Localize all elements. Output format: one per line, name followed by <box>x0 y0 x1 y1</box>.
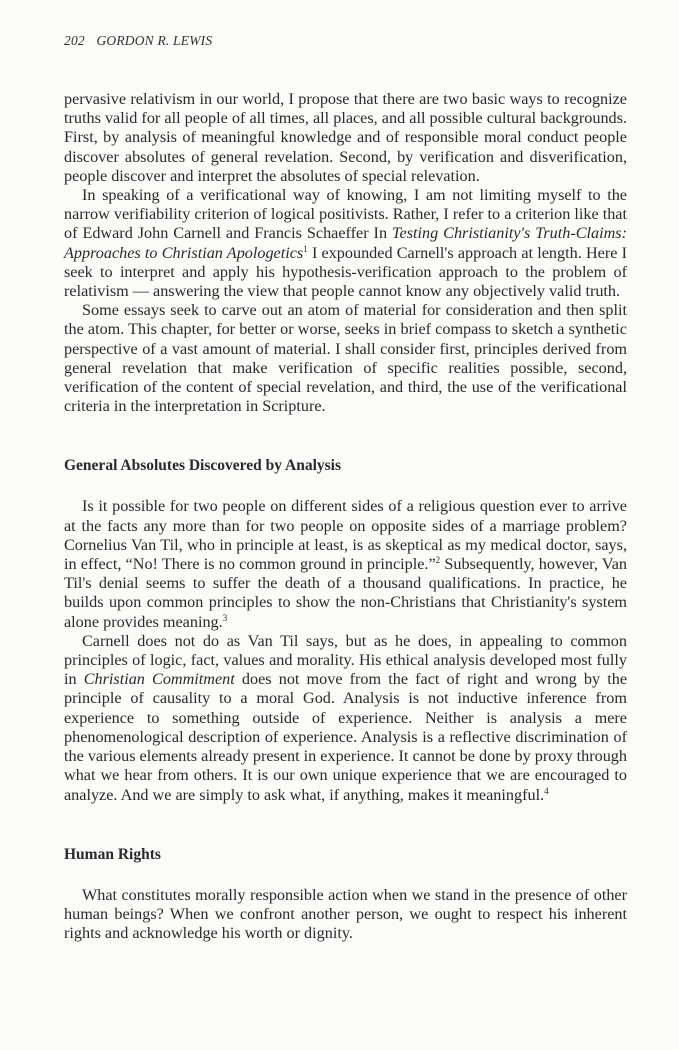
footnote-ref: 2 <box>435 555 441 566</box>
section-heading-human-rights: Human Rights <box>64 845 161 863</box>
running-head <box>64 33 212 49</box>
paragraph-text: In speaking of a verificational way of knowing, I am not limiting myself to the narrow verifiability criterion of logical positivists. Rather, I refer to a criterion like that of Edward John Carnell and Francis Schaeffer In <box>64 186 627 243</box>
paragraph-text: Is it possible for two people on different sides of a religious question ever to arrive at the facts any more than for two people on opposite sides of a marriage problem? Cornelius Van Til, who in principle at least, is as skeptical as my medical doctor, says, in effect, “No! There is no common ground in principle.” <box>64 497 627 574</box>
paragraph-text: I expounded Carnell's approach at length. Here I seek to interpret and apply his hypothesis-verification approach to the problem of relativism — answering the view that people cannot know any objectively valid truth. <box>64 243 627 301</box>
page-number: 202 <box>64 33 85 48</box>
book-title: Testing Christianity's Truth-Claims: Approaches to Christian Apologetics <box>64 224 627 262</box>
paragraph-section1-1 <box>64 497 627 631</box>
author-name: GORDON R. LEWIS <box>96 33 213 48</box>
section-heading-general-absolutes: General Absolutes Discovered by Analysis <box>64 457 342 475</box>
paragraph-text: Carnell does not do as Van Til says, but as he does, in appealing to common principles of logic, fact, values and morality. His ethical analysis developed most fully in <box>64 631 627 689</box>
footnote-ref: 4 <box>544 785 549 796</box>
body-text <box>64 90 627 943</box>
book-title: Christian Commitment <box>83 670 235 689</box>
paragraph-intro-2 <box>64 186 627 301</box>
paragraph-section2-1: What constitutes morally responsible action when we stand in the presence of other human beings? When we confront another person, we ought to respect his inherent rights and acknowledge his worth or dignity. <box>64 885 627 943</box>
footnote-ref: 3 <box>222 612 228 623</box>
paragraph-text: Subsequently, however, Van Til's denial seems to suffer the death of a thousand qualifications. In practice, he builds upon common principles to show the non-Christians that Christianity's system alone provides meaning. <box>64 555 627 631</box>
paragraph-intro-3: Some essays seek to carve out an atom of material for consideration and then split the atom. This chapter, for better or worse, seeks in brief compass to sketch a synthetic perspective of a vast amount of material. I shall consider first, principles derived from general revelation that make verification of specific realities possible, second, verification of the content of special revelation, and third, the use of the verificational criteria in the interpretation in Scripture. <box>64 301 627 416</box>
footnote-ref: 1 <box>303 243 308 254</box>
paragraph-text: does not move from the fact of right and wrong by the principle of causality to a moral God. Analysis is not inductive inference from experience to something outside of experience. Neither is analysis a mere phenomenological description of experience. Analysis is a reflective discrimination of the various elements already present in experience. It cannot be done by proxy through what we hear from others. It is our own unique experience that we are encouraged to analyze. And we are simply to ask what, if anything, makes it meaningful. <box>64 670 628 804</box>
paragraph-intro-1: pervasive relativism in our world, I propose that there are two basic ways to recognize truths valid for all people of all times, all places, and all possible cultural backgrounds. First, by analysis of meaningful knowledge and of responsible moral conduct people discover absolutes of general revelation. Second, by verification and disverification, people discover and interpret the absolutes of special relevation. <box>64 90 627 185</box>
paragraph-section1-2 <box>64 632 627 805</box>
